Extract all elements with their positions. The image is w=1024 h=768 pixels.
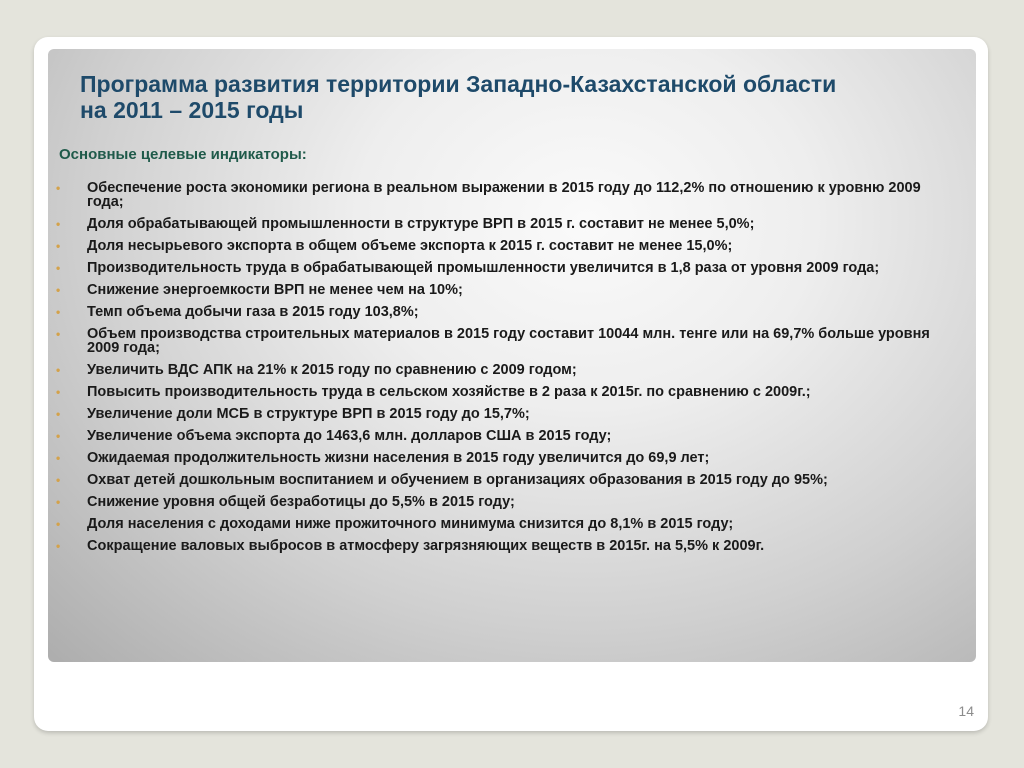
indicator-item [56, 495, 961, 509]
indicator-text: Снижение уровня общей безработицы до 5,5% в 2015 году; [87, 494, 515, 510]
bullet-icon: • [56, 407, 61, 421]
indicator-item [56, 407, 961, 421]
bullet-icon: • [56, 217, 61, 231]
indicator-text: Доля населения с доходами ниже прожиточного минимума снизится до 8,1% в 2015 году; [87, 516, 734, 532]
indicator-text: Охват детей дошкольным воспитанием и обучением в организациях образования в 2015 году до 95%; [87, 472, 828, 488]
bullet-icon: • [56, 385, 61, 399]
indicator-text: Объем производства строительных материалов в 2015 году составит 10044 млн. тенге или на 69,7% больше уровня 2009 года; [87, 326, 930, 356]
indicator-item [56, 517, 961, 531]
indicator-text: Доля обрабатывающей промышленности в структуре ВРП в 2015 г. составит не менее 5,0%; [87, 216, 755, 232]
indicator-text: Производительность труда в обрабатывающей промышленности увеличится в 1,8 раза от уровня 2009 года; [87, 260, 880, 276]
bullet-icon: • [56, 283, 61, 297]
bullet-icon: • [56, 327, 61, 341]
indicator-item [56, 451, 961, 465]
slide-title-line-2: на 2011 – 2015 годы [80, 97, 304, 123]
indicator-text: Повысить производительность труда в сельском хозяйстве в 2 раза к 2015г. по сравнению с 2009г.; [87, 384, 811, 400]
slide-title-line-1: Программа развития территории Западно-Казахстанской области [80, 71, 837, 97]
slide-subtitle: Основные целевые индикаторы: [59, 146, 307, 163]
indicator-text: Увеличение объема экспорта до 1463,6 млн. долларов США в 2015 году; [87, 428, 612, 444]
slide-title [80, 71, 970, 123]
indicators-list [56, 181, 961, 561]
indicator-text: Ожидаемая продолжительность жизни населения в 2015 году увеличится до 69,9 лет; [87, 450, 710, 466]
bullet-icon: • [56, 517, 61, 531]
bullet-icon: • [56, 181, 61, 195]
bullet-icon: • [56, 261, 61, 275]
indicator-item [56, 473, 961, 487]
indicator-text: Увеличение доли МСБ в структуре ВРП в 2015 году до 15,7%; [87, 406, 530, 422]
indicator-text: Снижение энергоемкости ВРП не менее чем на 10%; [87, 282, 463, 298]
indicator-item [56, 305, 961, 319]
indicator-item [56, 327, 961, 355]
bullet-icon: • [56, 451, 61, 465]
indicator-text: Сокращение валовых выбросов в атмосферу загрязняющих веществ в 2015г. на 5,5% к 2009г. [87, 538, 765, 554]
indicator-item [56, 261, 961, 275]
indicator-item [56, 539, 961, 553]
indicator-item [56, 217, 961, 231]
indicator-text: Темп объема добычи газа в 2015 году 103,8%; [87, 304, 419, 320]
indicator-item [56, 239, 961, 253]
bullet-icon: • [56, 429, 61, 443]
indicator-text: Увеличить ВДС АПК на 21% к 2015 году по сравнению с 2009 годом; [87, 362, 577, 378]
bullet-icon: • [56, 239, 61, 253]
indicator-text: Доля несырьевого экспорта в общем объеме экспорта к 2015 г. составит не менее 15,0%; [87, 238, 733, 254]
indicator-item [56, 363, 961, 377]
bullet-icon: • [56, 495, 61, 509]
bullet-icon: • [56, 473, 61, 487]
indicator-item [56, 385, 961, 399]
bullet-icon: • [56, 539, 61, 553]
bullet-icon: • [56, 363, 61, 377]
page-number: 14 [958, 703, 974, 719]
indicator-item [56, 283, 961, 297]
indicator-item [56, 429, 961, 443]
indicator-item [56, 181, 961, 209]
indicator-text: Обеспечение роста экономики региона в реальном выражении в 2015 году до 112,2% по отношению к уровню 2009 года; [87, 180, 921, 210]
bullet-icon: • [56, 305, 61, 319]
